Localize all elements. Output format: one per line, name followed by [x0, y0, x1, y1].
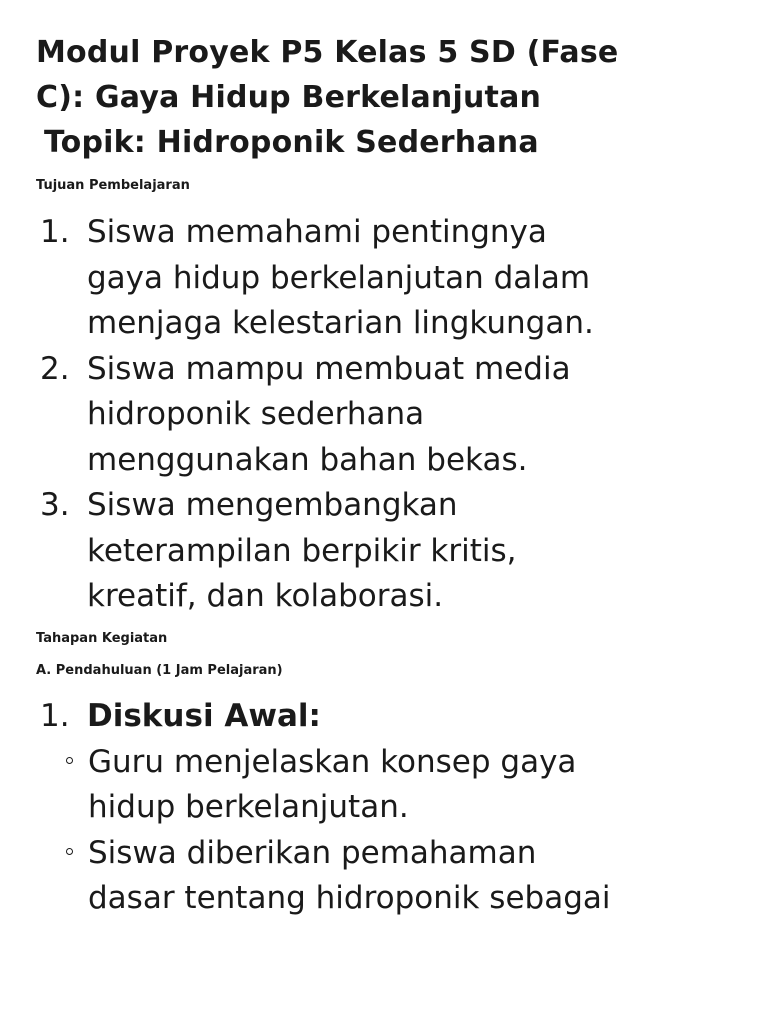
sub-list-line: dasar tentang hidroponik sebagai: [88, 880, 611, 916]
sub-list-item: [40, 740, 750, 831]
list-item-number: 1.: [40, 214, 70, 250]
list-item-line: Siswa memahami pentingnya: [87, 214, 547, 250]
list-item: [40, 694, 750, 922]
list-item-line: gaya hidup berkelanjutan dalam: [87, 259, 591, 296]
activities-heading: Tahapan Kegiatan: [36, 631, 168, 646]
list-item: [40, 347, 740, 484]
list-item: [40, 483, 740, 620]
activity-item-label: Diskusi Awal:: [87, 698, 321, 734]
list-item-line: kreatif, dan kolaborasi.: [87, 578, 444, 614]
circle-bullet-icon: [66, 757, 73, 764]
activities-subheading: A. Pendahuluan (1 Jam Pelajaran): [36, 663, 283, 678]
circle-bullet-icon: [66, 848, 73, 855]
list-item-line: hidroponik sederhana: [87, 396, 425, 432]
list-item-line: menggunakan bahan bekas.: [87, 441, 528, 478]
sub-list-line: Siswa diberikan pemahaman: [88, 834, 537, 871]
list-item-number: 2.: [40, 350, 70, 387]
list-item-number: 3.: [40, 487, 70, 523]
list-item-line: keterampilan berpikir kritis,: [87, 532, 517, 569]
title-line-2: C): Gaya Hidup Berkelanjutan: [36, 80, 542, 115]
activity-sub-list: [40, 740, 750, 922]
title-line-1: Modul Proyek P5 Kelas 5 SD (Fase: [36, 35, 619, 70]
list-item-line: Siswa mampu membuat media: [87, 350, 571, 387]
list-item-text: [87, 210, 740, 347]
sub-list-line: Guru menjelaskan konsep gaya: [88, 743, 577, 780]
title-line-3: Topik: Hidroponik Sederhana: [44, 125, 539, 160]
activity-item-heading: [40, 694, 750, 740]
sub-list-line: hidup berkelanjutan.: [88, 789, 409, 825]
document-title: [36, 30, 736, 165]
sub-list-item: [40, 831, 750, 922]
list-item-text: [87, 347, 740, 484]
activities-list: [40, 694, 750, 922]
list-item-line: Siswa mengembangkan: [87, 487, 458, 523]
list-item-line: menjaga kelestarian lingkungan.: [87, 305, 594, 341]
list-item-text: [87, 483, 740, 620]
list-item-number: 1.: [40, 698, 70, 734]
learning-goals-list: [40, 210, 740, 620]
list-item: [40, 210, 740, 347]
learning-goals-heading: Tujuan Pembelajaran: [36, 178, 190, 193]
